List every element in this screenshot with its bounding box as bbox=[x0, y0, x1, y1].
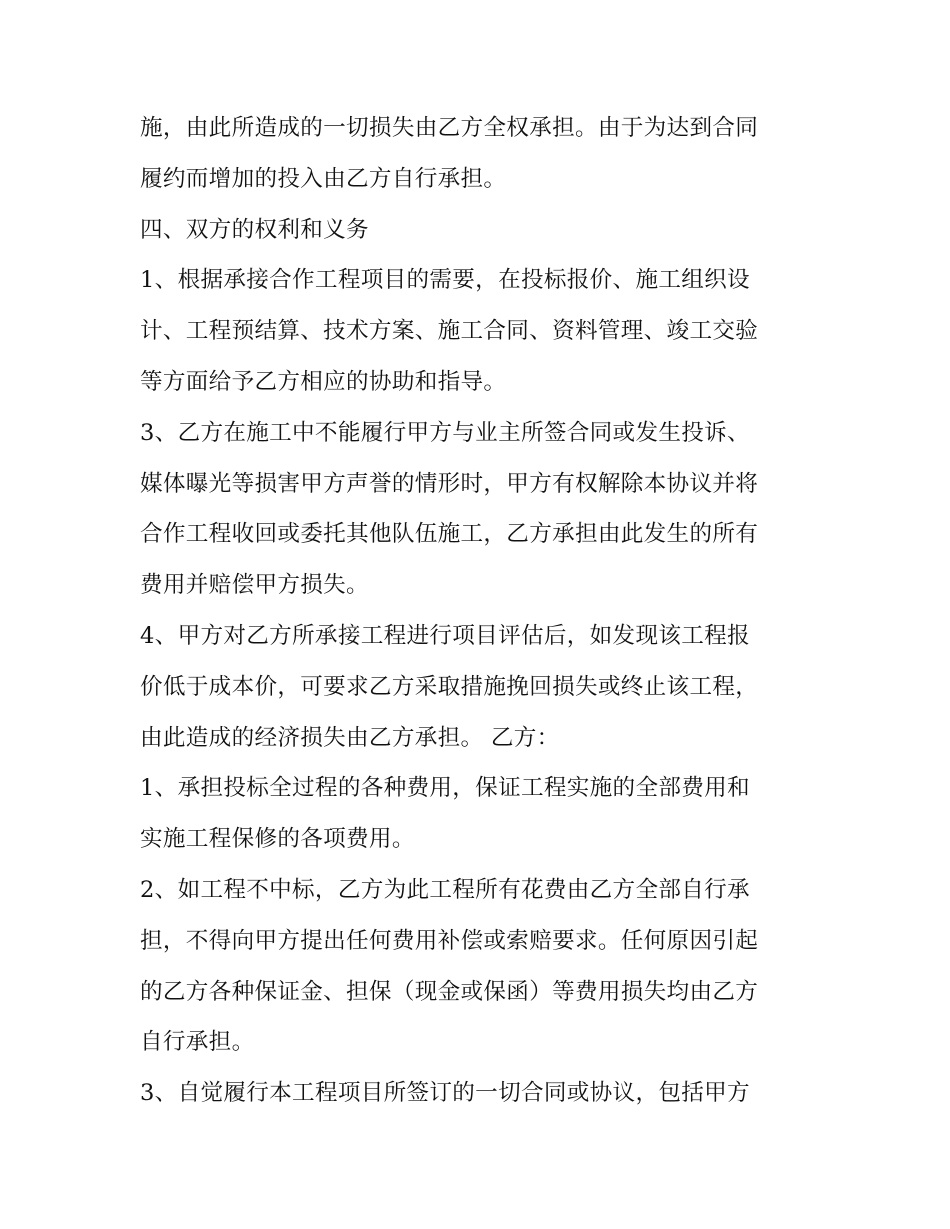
text-line: 施，由此所造成的一切损失由乙方全权承担。由于为达到合同 bbox=[140, 115, 759, 141]
text-line: 由此造成的经济损失由乙方承担。 乙方： bbox=[140, 724, 560, 751]
text-line: 的乙方各种保证金、担保（现金或保函）等费用损失均由乙方 bbox=[140, 978, 759, 1005]
text-line: 1、承担投标全过程的各种费用，保证工程实施的全部费用和 bbox=[140, 775, 750, 802]
text-line: 1、根据承接合作工程项目的需要，在投标报价、施工组织设 bbox=[140, 267, 750, 294]
text-line: 4、甲方对乙方所承接工程进行项目评估后，如发现该工程报 bbox=[140, 622, 750, 649]
text-line: 2、如工程不中标，乙方为此工程所有花费由乙方全部自行承 bbox=[140, 876, 750, 903]
text-line: 3、乙方在施工中不能履行甲方与业主所签合同或发生投诉、 bbox=[140, 419, 750, 446]
text-line: 自行承担。 bbox=[140, 1029, 255, 1056]
text-line: 价低于成本价，可要求乙方采取措施挽回损失或终止该工程， bbox=[140, 673, 759, 700]
text-line: 担，不得向甲方提出任何费用补偿或索赔要求。任何原因引起 bbox=[140, 927, 759, 954]
section-heading: 四、双方的权利和义务 bbox=[140, 216, 369, 243]
document-body bbox=[140, 103, 820, 1119]
text-line: 费用并赔偿甲方损失。 bbox=[140, 572, 369, 599]
text-line: 合作工程收回或委托其他队伍施工，乙方承担由此发生的所有 bbox=[140, 521, 759, 548]
text-line: 计、工程预结算、技术方案、施工合同、资料管理、竣工交验 bbox=[140, 318, 759, 345]
text-line: 实施工程保修的各项费用。 bbox=[140, 826, 415, 853]
text-line: 履约而增加的投入由乙方自行承担。 bbox=[140, 165, 507, 192]
text-line: 等方面给予乙方相应的协助和指导。 bbox=[140, 368, 507, 395]
text-line: 媒体曝光等损害甲方声誉的情形时，甲方有权解除本协议并将 bbox=[140, 470, 759, 497]
text-line: 3、自觉履行本工程项目所签订的一切合同或协议，包括甲方 bbox=[140, 1080, 750, 1107]
